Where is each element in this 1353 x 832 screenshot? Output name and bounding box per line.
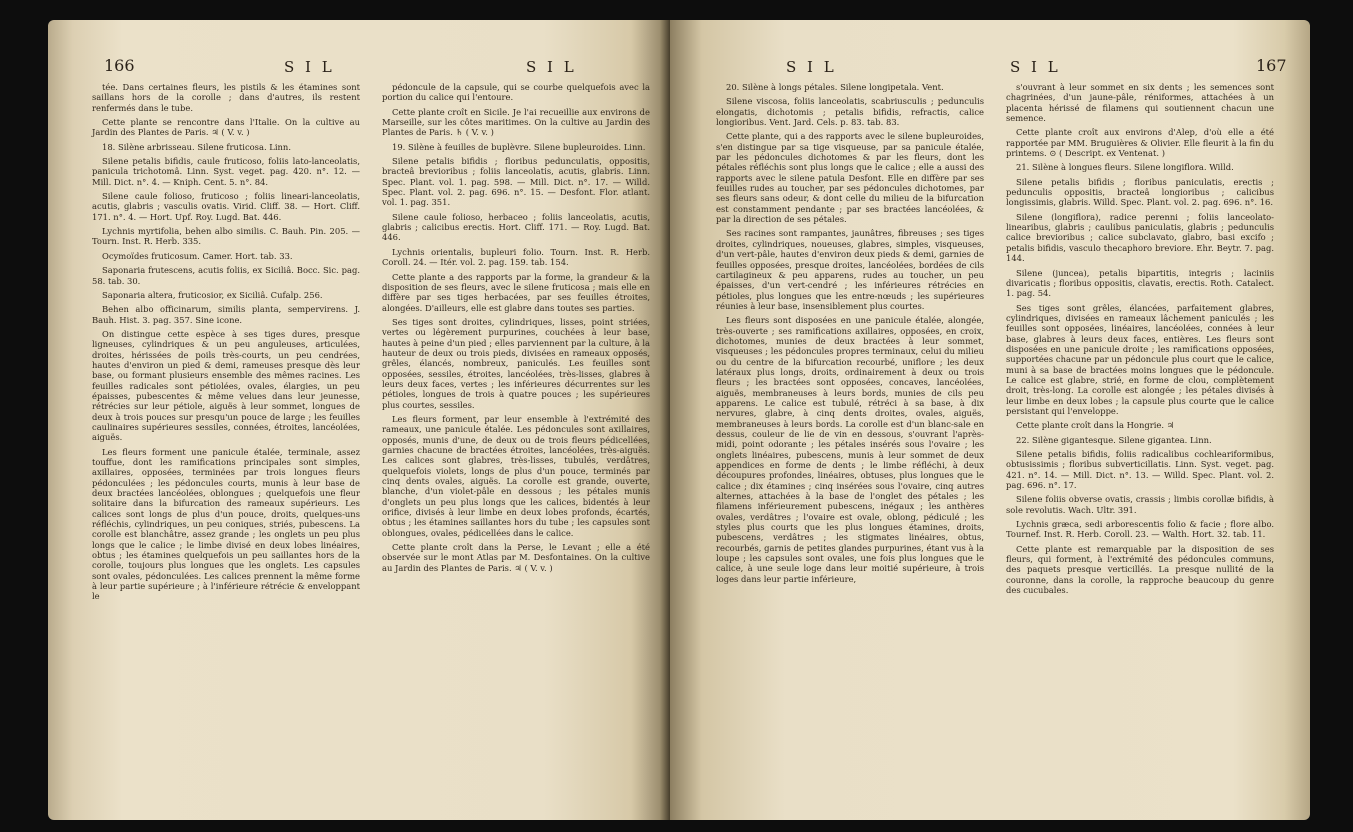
paragraph: Silene petalis bifidis ; floribus pedunculatis, oppositis, bracteâ brevioribus ; foliis lanceolatis, acutis, glabris. Linn. Spec. Plant. vol. 1. pag. 598. — Mill. Dict. n°. 17. — Willd. Spec. Plant. vol. 2. pag. 696. n°. 15. — Desfont. Flor. atlant. vol. 1. pag. 351. — [382, 156, 650, 208]
paragraph: 22. Silène gigantesque. Silene gigantea. Linn. — [1016, 434, 1212, 445]
paragraph: Silene petalis bifidis, foliis radicalibus cochleariformibus, obtusissimis ; floribus subverticillatis. Linn. Syst. veget. pag. 421. n°. 14. — Mill. Dict. n°. 13. — Willd. Spec. Plant. vol. 2. pag. 696. n°. 17. — [1006, 449, 1274, 491]
paragraph: pédoncule de la capsule, qui se courbe quelquefois avec la portion du calice qui l'entoure. — [382, 82, 650, 103]
paragraph: Cette plante a des rapports par la forme, la grandeur & la disposition de ses fleurs, avec le silene fruticosa ; mais elle en diffère par ses tiges herbacées, par ses feuilles étroites, alongées. D'ailleurs, elle est glabre dans toutes ses parties. — [382, 271, 650, 313]
paragraph: Saponaria frutescens, acutis foliis, ex Siciliâ. Bocc. Sic. pag. 58. tab. 30. — [92, 265, 360, 286]
paragraph: Behen albo officinarum, similis planta, sempervirens. J. Bauh. Hist. 3. pag. 357. Sine icone. — [92, 304, 360, 325]
paragraph: s'ouvrant à leur sommet en six dents ; les semences sont chagrinées, d'un jaune-pâle, réniformes, attachées à un placenta hérissé de filamens qui soutiennent chacun une semence. — [1006, 82, 1274, 124]
paragraph: Ses tiges sont grêles, élancées, parfaitement glabres, cylindriques, divisées en rameaux lâchement paniculés ; les feuilles sont opposées, linéaires, lancéolées, connées à leur base, glabres à leurs deux faces, entières. Les fleurs sont disposées en une panicule droite ; les ramifications opposées, supportées chacune par un pédoncule plus court que le calice, muni à sa base de bractées moins longues que le pédoncule. Le calice est glabre, strié, en forme de clou, complètement droit, très-long. La corolle est alongée ; les pétales divisés à leur limbe en deux lobes ; la capsule plus courte que le calice persistant qui l'enveloppe. — [1006, 302, 1274, 416]
open-book — [48, 20, 1310, 820]
paragraph: Cette plante, qui a des rapports avec le silene bupleuroides, s'en distingue par sa tige visqueuse, par sa panicule étalée, par les pédoncules dichotomes & par les fleurs, dont les pétales réfléchis sont plus longs que le calice ; elle a aussi des rapports avec le silene patula Desfont. Elle en diffère par ses feuilles rudes au toucher, par ses pédoncules dichotomes, par ses fleurs sans odeur, & dont celle du milieu de la bifurcation est constamment pendante ; par ses bractées lancéolées, & par la direction de ses pétales. — [716, 131, 984, 225]
right-page-number: 167 — [1256, 56, 1287, 75]
left-running-head-left: S I L — [284, 58, 335, 76]
paragraph: Ocymoïdes fruticosum. Camer. Hort. tab. 33. — [102, 250, 293, 261]
left-page — [48, 20, 668, 820]
paragraph: On distingue cette espèce à ses tiges dures, presque ligneuses, cylindriques & un peu anguleuses, articulées, droites, hérissées de poils très-courts, un peu cendrées, hautes d'environ un pied & demi, rameuses presque dès leur base, ou formant plusieurs ensemble des mêmes racines. Les feuilles radicales sont pétiolées, ovales, élargies, un peu épaisses, pubescentes & même velues dans leur jeunesse, rétrécies sur leur pétiole, aiguës à leur sommet, longues de deux à trois pouces sur presqu'un pouce de large ; les feuilles caulinaires supérieures sessiles, connées, étroites, lancéolées, aiguës. — [92, 328, 360, 443]
paragraph: Silene foliis obverse ovatis, crassis ; limbis corollæ bifidis, à sole revolutis. Wach. Ultr. 391. — [1006, 494, 1274, 515]
paragraph: Cette plante croît en Sicile. Je l'ai recueillie aux environs de Marseille, sur les côtes maritimes. On la cultive au Jardin des Plantes de Paris. ♄ ( V. v. ) — [382, 106, 650, 138]
right-column-2 — [1006, 82, 1274, 599]
paragraph: Silene (longiflora), radice perenni ; foliis lanceolato-linearibus, glabris ; caulibus paniculatis, glabris ; pedunculis calice brevioribus ; calice subclavato, glabro, basi excifo ; petalis bifidis, vasculo thecaphoro breviore. Ehr. Beytr. 7. pag. 144. — [1006, 211, 1274, 264]
paragraph: 19. Silène à feuilles de buplèvre. Silene bupleuroides. Linn. — [392, 141, 646, 152]
paragraph: Lychnis myrtifolia, behen albo similis. C. Bauh. Pin. 205. — Tourn. Inst. R. Herb. 335. — [92, 226, 360, 247]
paragraph: Silene petalis bifidis, caule fruticoso, foliis lato-lanceolatis, panicula trichotomâ. Linn. Syst. veget. pag. 420. n°. 12. — Mill. Dict. n°. 4. — Kniph. Cent. 5. n°. 84. — [92, 156, 360, 187]
paragraph: Cette plante est remarquable par la disposition de ses fleurs, qui forment, à l'extrémité des pédoncules communs, des paquets presque verticillés. La presque nullité de la couronne, dans la corolle, la rapproche beaucoup du genre des cucubales. — [1006, 543, 1274, 596]
paragraph: Silene petalis bifidis ; floribus paniculatis, erectis ; pedunculis oppositis, bracteâ longioribus ; calicibus longissimis, glabris. Willd. Spec. Plant. vol. 2. pag. 696. n°. 16. — [1006, 176, 1274, 208]
paragraph: 21. Silène à longues fleurs. Silene longiflora. Willd. — [1016, 162, 1234, 173]
paragraph: Silene caule folioso, fruticoso ; foliis lineari-lanceolatis, acutis, glabris ; vasculis ovatis. Virid. Cliff. 38. — Hort. Cliff. 171. n°. 4. — Hort. Upf. Roy. Lugd. Bat. 446. — [92, 191, 360, 222]
paragraph: Cette plante croît dans la Hongrie. ♃ — [1016, 420, 1175, 431]
paragraph: Saponaria altera, fruticosior, ex Siciliâ. Cufalp. 256. — [102, 289, 323, 300]
paragraph: 20. Silène à longs pétales. Silene longipetala. Vent. — [726, 82, 944, 92]
left-column-2 — [382, 82, 650, 577]
paragraph: Silene viscosa, foliis lanceolatis, scabriusculis ; pedunculis elongatis, dichotomis ; petalis bifidis, refractis, calice longioribus. Vent. Jard. Cels. p. 83. tab. 83. — [716, 96, 984, 128]
right-running-head-left: S I L — [786, 58, 837, 76]
paragraph: Silene (juncea), petalis bipartitis, integris ; laciniis divaricatis ; floribus oppositis, clavatis, erectis. Roth. Catalect. 1. pag. 54. — [1006, 267, 1274, 299]
right-column-1 — [716, 82, 984, 588]
paragraph: Lychnis græca, sedi arborescentis folio & facie ; flore albo. Tournef. Inst. R. Herb. Coroll. 23. — Walth. Hort. 32. tab. 11. — [1006, 519, 1274, 540]
left-page-number: 166 — [104, 56, 135, 75]
paragraph: 18. Silène arbrisseau. Silene fruticosa. Linn. — [102, 141, 291, 152]
paragraph: Les fleurs sont disposées en une panicule étalée, alongée, très-ouverte ; ses ramifications axillaires, opposées, en croix, dichotomes, munies de deux bractées à leur sommet, visqueuses ; les pédoncules propres terminaux, celui du milieu ou du centre de la bifurcation recourbé, uniflore ; les deux latéraux plus longs, droits, ordinairement à deux ou trois fleurs ; les bractées sont opposées, concaves, lancéolées, aiguës, membraneuses à leurs bords, munies de cils peu apparens. Le calice est tubulé, rétréci à sa base, à dix nervures, glabre, à cinq dents droites, ovales, aiguës, membraneuses à leurs bords. La corolle est d'un blanc-sale en dessus, couleur de lie de vin en dessous, s'ouvrant l'après-midi, point odorante ; les pétales insérés sous l'ovaire ; les onglets linéaires, pubescens, munis à leur sommet de deux appendices en forme de dents ; le limbe réfléchi, à deux découpures profondes, linéaires, obtuses, plus longues que le calice ; dix étamines ; cinq insérées sous l'ovaire, cinq autres alternes, attachées à la base de l'onglet des pétales ; les filamens inférieurement pubescens, inégaux ; les anthères ovales, verdâtres ; l'ovaire est ovale, oblong, pédiculé ; les styles plus courts que les plus longues étamines, droits, pubescens, verdâtres ; les stigmates linéaires, obtus, recourbés, garnis de petites glandes purpurines, étant vus à la loupe ; les capsules sont ovales, une fois plus longues que le calice, à une seule loge dans leur moitié supérieure, à trois loges dans leur partie inférieure, — [716, 315, 984, 584]
paragraph: Cette plante croît aux environs d'Alep, d'où elle a été rapportée par MM. Bruguières & Olivier. Elle fleurit à la fin du printems. ⊙ ( Descript. ex Ventenat. ) — [1006, 127, 1274, 159]
paragraph: Cette plante croît dans la Perse, le Levant ; elle a été observée sur le mont Atlas par M. Desfontaines. On la cultive au Jardin des Plantes de Paris. ♃ ( V. v. ) — [382, 542, 650, 573]
paragraph: Lychnis orientalis, bupleuri folio. Tourn. Inst. R. Herb. Coroll. 24. — Itér. vol. 2. pag. 159. tab. 154. — [382, 246, 650, 268]
paragraph: Les fleurs forment une panicule étalée, terminale, assez touffue, dont les ramifications principales sont simples, axillaires, opposées, terminées par trois longues fleurs pédonculées ; les pédoncules courts, munis à leur base de deux bractées lancéolées, oblongues ; quelquefois une fleur solitaire dans la bifurcation des rameaux supérieurs. Les calices sont longs de plus d'un pouce, droits, quelques-uns réfléchis, cylindriques, un peu coniques, striés, pubescens. La corolle est blanchâtre, assez grande ; les onglets un peu plus longs que le calice ; le limbe divisé en deux lobes linéaires, obtus ; les étamines quelquefois un peu saillantes hors de la corolle, toujours plus longues que les onglets. Les capsules sont ovales, pédonculées. Les calices prennent la même forme à leur partie supérieure ; à l'inférieure rétrécie & enveloppant le — [92, 446, 360, 602]
left-running-head-right: S I L — [526, 58, 577, 76]
paragraph: Ses racines sont rampantes, jaunâtres, fibreuses ; ses tiges droites, cylindriques, noueuses, glabres, simples, visqueuses, d'un vert-pâle, hautes d'environ deux pieds & demi, garnies de feuilles opposées, presque droites, lancéolées, bordées de cils cartilagineux & peu apparens, rudes au toucher, un peu épaisses, d'un vert-cendré ; les inférieures rétrécies en pétioles, plus longues que les entre-nœuds ; les supérieures réunies à leur base, insensiblement plus courtes. — [716, 228, 984, 311]
paragraph: Ses tiges sont droites, cylindriques, lisses, point striées, vertes ou légèrement purpurines, couchées à leur base, hautes à peine d'un pied ; elles parviennent par la culture, à la hauteur de deux ou trois pieds, divisées en rameaux opposés, grêles, élancés, nombreux, paniculés. Les feuilles sont opposées, sessiles, étroites, lancéolées, très-lisses, glabres à leurs deux faces, vertes ; les inférieures décurrentes sur les pétioles, longues de trois à quatre pouces ; les supérieures plus courtes, sessiles. — [382, 316, 650, 410]
paragraph: tée. Dans certaines fleurs, les pistils & les étamines sont saillans hors de la corolle ; dans d'autres, ils restent renfermés dans le tube. — [92, 82, 360, 113]
paragraph: Les fleurs forment, par leur ensemble à l'extrémité des rameaux, une panicule étalée. Les pédoncules sont axillaires, opposés, munis d'une, de deux ou de trois fleurs pédicellées, garnies chacune de bractées étroites, lancéolées, très-aiguës. Les calices sont glabres, très-lisses, tubulés, verdâtres, quelquefois violets, longs de plus d'un pouce, terminés par cinq dents ovales, aiguës. La corolle est grande, ouverte, blanche, d'un violet-pâle en dessous ; les pétales munis d'onglets un peu plus longs que les calices, bidentés à leur orifice, divisés à leur limbe en deux lobes profonds, écartés, obtus ; les étamines saillantes hors du tube ; les capsules sont oblongues, ovales, pédicellées dans le calice. — [382, 413, 650, 538]
paragraph: Silene caule folioso, herbaceo ; foliis lanceolatis, acutis, glabris ; calicibus erectis. Hort. Cliff. 171. — Roy. Lugd. Bat. 446. — [382, 211, 650, 243]
paragraph: Cette plante se rencontre dans l'Italie. On la cultive au Jardin des Plantes de Paris. ♃ ( V. v. ) — [92, 117, 360, 138]
right-page — [670, 20, 1310, 820]
left-column-1 — [92, 82, 360, 606]
right-running-head-right: S I L — [1010, 58, 1061, 76]
